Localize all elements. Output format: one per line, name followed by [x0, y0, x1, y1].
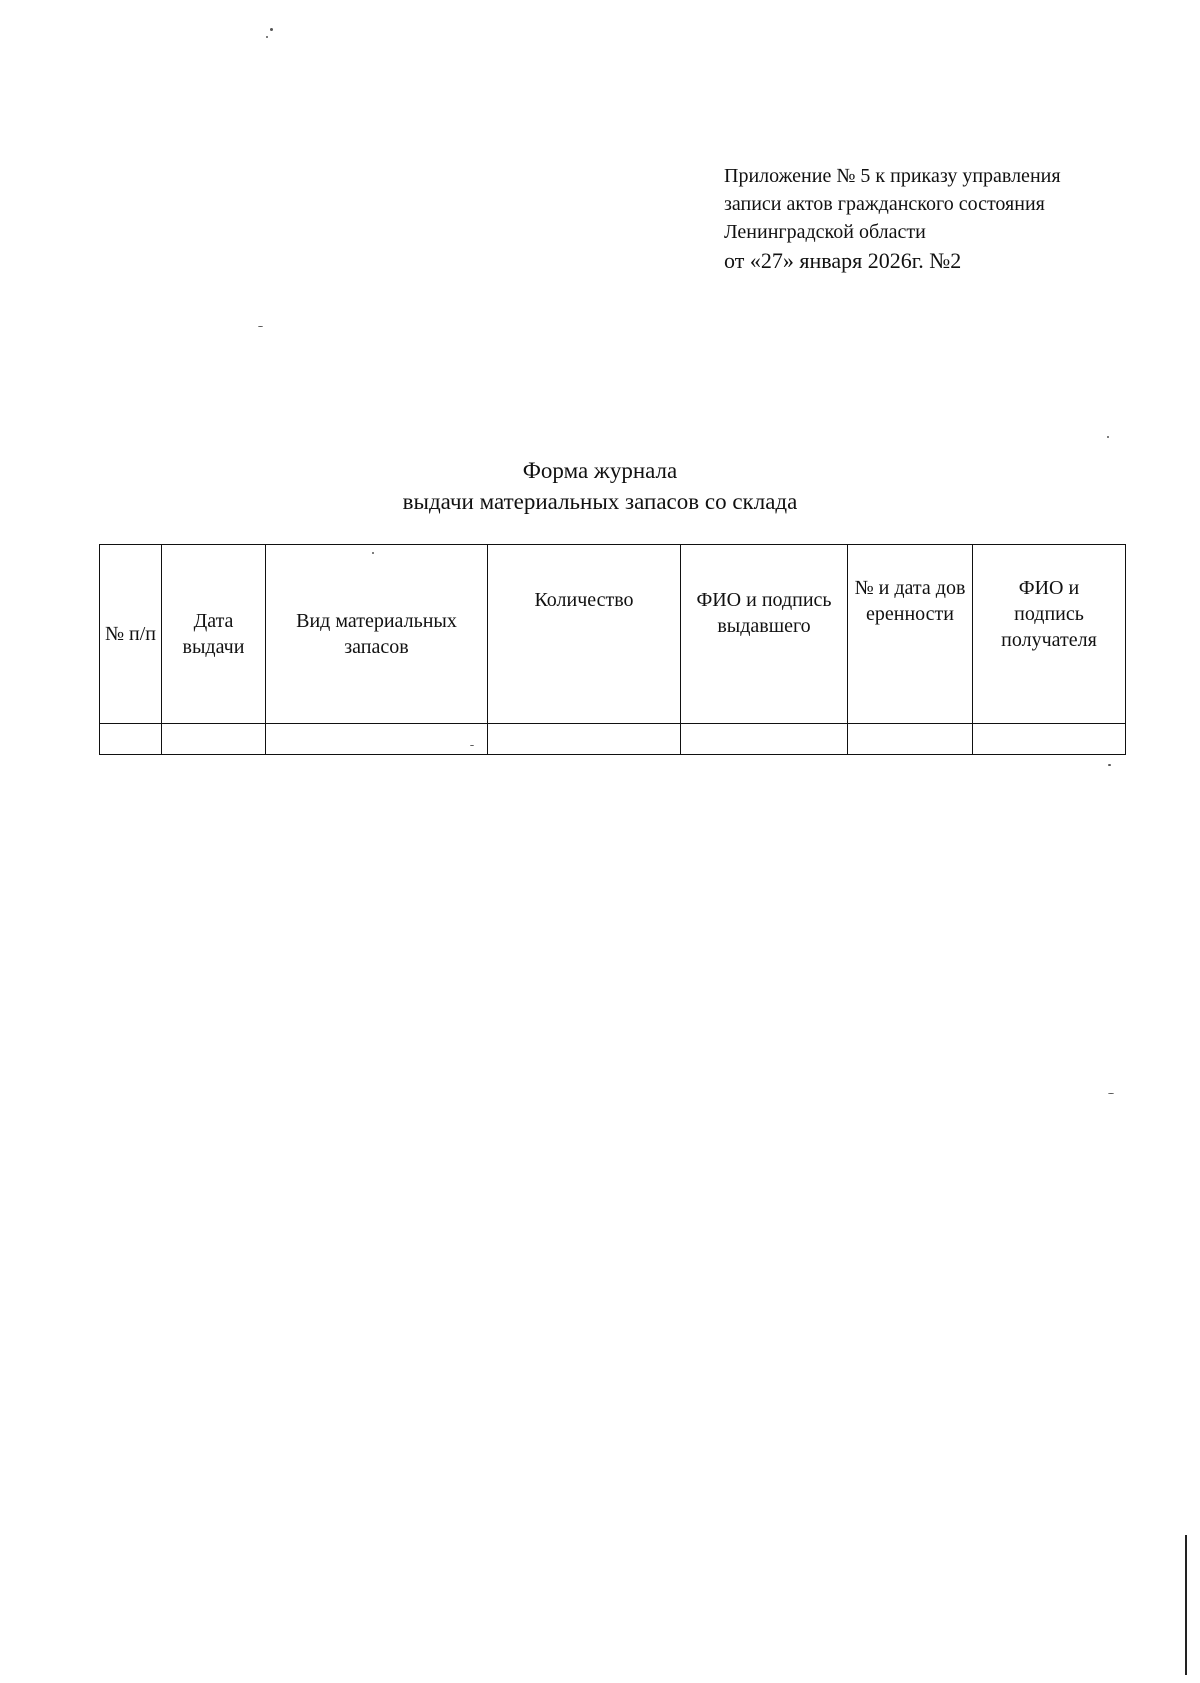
scan-speck [470, 745, 474, 746]
scan-speck [258, 326, 263, 327]
table-cell[interactable] [488, 724, 681, 755]
scan-speck [1108, 1093, 1114, 1094]
header-row-number: № п/п [100, 545, 162, 724]
appendix-date-line: от «27» января 2026г. №2 [724, 248, 962, 273]
scan-speck [372, 552, 374, 554]
header-power-of-attorney: № и дата доверенности [848, 545, 973, 724]
table-cell[interactable] [973, 724, 1126, 755]
table-header-row [100, 545, 1126, 724]
form-title-line-1: Форма журнала [522, 458, 678, 483]
scan-speck [1107, 436, 1109, 438]
form-title [0, 455, 1200, 517]
table-row [100, 724, 1126, 755]
header-material-type: Вид материальных запасов [266, 545, 488, 724]
journal-table [99, 544, 1126, 755]
form-title-line-2: выдачи материальных запасов со склада [402, 489, 798, 514]
header-issuer-name-signature: ФИО и подпись выдавшего [681, 545, 848, 724]
table-cell[interactable] [100, 724, 162, 755]
table-cell[interactable] [162, 724, 266, 755]
table-cell[interactable] [848, 724, 973, 755]
table-cell[interactable] [266, 724, 488, 755]
header-quantity: Количество [488, 545, 681, 724]
appendix-line-3: Ленинградской области [724, 221, 926, 243]
header-issue-date: Дата выдачи [162, 545, 266, 724]
header-recipient-name-signature: ФИО и подпись получателя [973, 545, 1126, 724]
appendix-block [724, 162, 1164, 276]
appendix-line-2: записи актов гражданского состояния [724, 193, 1045, 215]
appendix-line-1: Приложение № 5 к приказу управления [724, 165, 1061, 187]
scan-speck [270, 28, 273, 31]
scan-edge-mark [1185, 1535, 1187, 1675]
scan-speck [1108, 764, 1111, 766]
scan-speck [266, 36, 268, 38]
table-cell[interactable] [681, 724, 848, 755]
